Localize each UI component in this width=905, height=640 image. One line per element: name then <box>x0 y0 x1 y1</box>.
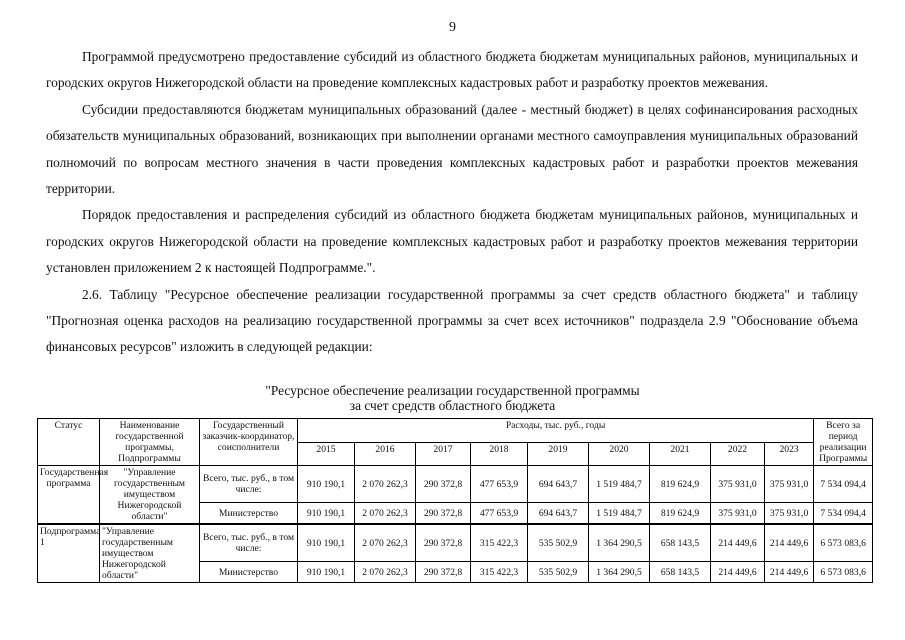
paragraph-2: Субсидии предоставляются бюджетам муниципальных образований (далее - местный бюджет) в целях софинансирования расходных обязательств муниципальных образований, возникающих при выполнении органами местного самоуправления муниципальных образований полномочий по вопросам местного значения в части проведения комплексных кадастровых работ и разработки проектов межевания территории. <box>46 101 858 197</box>
row-total: 6 573 083,6 <box>814 524 873 562</box>
table-cell: 214 449,6 <box>765 562 814 583</box>
table-cell: 819 624,9 <box>650 503 711 524</box>
header-row <box>38 419 873 443</box>
paragraph-4: 2.6. Таблицу "Ресурсное обеспечение реализации государственной программы за счет средств областного бюджета" и таблицу "Прогнозная оценка расходов на реализацию государственной программы за счет всех источников" подраздела 2.9 "Обоснование объема финансовых ресурсов" изложить в следующей редакции: <box>46 286 858 355</box>
header-year: 2015 <box>298 442 355 466</box>
table-cell: 658 143,5 <box>650 524 711 562</box>
row-total: 7 534 094,4 <box>814 466 873 503</box>
header-year: 2019 <box>528 442 589 466</box>
header-customer: Государственный заказчик-координатор, соисполнители <box>200 419 298 466</box>
table-cell: 290 372,8 <box>416 562 471 583</box>
header-year: 2023 <box>765 442 814 466</box>
table-cell: 2 070 262,3 <box>355 524 416 562</box>
header-year: 2017 <box>416 442 471 466</box>
table-title-line-2: за счет средств областного бюджета <box>349 398 556 413</box>
table-cell: 214 449,6 <box>711 524 765 562</box>
header-year: 2016 <box>355 442 416 466</box>
table-row <box>38 524 873 562</box>
table-cell: 1 519 484,7 <box>589 466 650 503</box>
table-cell: 315 422,3 <box>471 562 528 583</box>
paragraph-3: Порядок предоставления и распределения субсидий из областного бюджета бюджетам муниципальных районов, муниципальных и городских округов Нижегородской области на проведение комплексных кадастровых работ и разработку проектов межевания территории установлен приложением 2 к настоящей Подпрограмме.". <box>46 207 858 276</box>
row-program-name: "Управление государственным имуществом Нижегородской области" <box>100 524 200 583</box>
row-status: Государственная программа <box>38 466 100 525</box>
row-label: Всего, тыс. руб., в том числе: <box>200 524 298 562</box>
body-text <box>46 44 858 361</box>
header-status: Статус <box>38 419 100 466</box>
table-cell: 2 070 262,3 <box>355 466 416 503</box>
table-cell: 910 190,1 <box>298 466 355 503</box>
row-label: Всего, тыс. руб., в том числе: <box>200 466 298 503</box>
table-cell: 910 190,1 <box>298 562 355 583</box>
table-cell: 694 643,7 <box>528 503 589 524</box>
row-status: Подпрограмма 1 <box>38 524 100 583</box>
table-cell: 694 643,7 <box>528 466 589 503</box>
resource-table <box>37 418 873 583</box>
row-total: 6 573 083,6 <box>814 562 873 583</box>
row-total: 7 534 094,4 <box>814 503 873 524</box>
table-cell: 2 070 262,3 <box>355 503 416 524</box>
row-label: Министерство <box>200 562 298 583</box>
header-expenses: Расходы, тыс. руб., годы <box>298 419 814 443</box>
table-cell: 290 372,8 <box>416 524 471 562</box>
table-cell: 658 143,5 <box>650 562 711 583</box>
header-year: 2020 <box>589 442 650 466</box>
row-label: Министерство <box>200 503 298 524</box>
table-cell: 535 502,9 <box>528 524 589 562</box>
table-cell: 1 364 290,5 <box>589 562 650 583</box>
page-number: 9 <box>449 20 456 35</box>
table-cell: 1 364 290,5 <box>589 524 650 562</box>
table-cell: 1 519 484,7 <box>589 503 650 524</box>
table-cell: 535 502,9 <box>528 562 589 583</box>
table-cell: 477 653,9 <box>471 466 528 503</box>
table-cell: 819 624,9 <box>650 466 711 503</box>
table-cell: 214 449,6 <box>765 524 814 562</box>
table-cell: 2 070 262,3 <box>355 562 416 583</box>
row-program-name: "Управление государственным имуществом Нижегородской области" <box>100 466 200 525</box>
table-cell: 214 449,6 <box>711 562 765 583</box>
header-total: Всего за период реализации Программы <box>814 419 873 466</box>
table-cell: 910 190,1 <box>298 524 355 562</box>
table-cell: 290 372,8 <box>416 466 471 503</box>
table-cell: 910 190,1 <box>298 503 355 524</box>
table-cell: 375 931,0 <box>711 466 765 503</box>
header-year: 2022 <box>711 442 765 466</box>
table-cell: 477 653,9 <box>471 503 528 524</box>
header-year: 2021 <box>650 442 711 466</box>
table-cell: 375 931,0 <box>711 503 765 524</box>
table-cell: 375 931,0 <box>765 503 814 524</box>
table-cell: 290 372,8 <box>416 503 471 524</box>
table-title <box>0 383 905 413</box>
header-name: Наименование государственной программы, Подпрограммы <box>100 419 200 466</box>
table-row <box>38 466 873 503</box>
header-year: 2018 <box>471 442 528 466</box>
paragraph-1: Программой предусмотрено предоставление субсидий из областного бюджета бюджетам муниципальных районов, муниципальных и городских округов Нижегородской области на проведение комплексных кадастровых работ и разработку проектов межевания. <box>46 49 858 91</box>
table-title-line-1: "Ресурсное обеспечение реализации государственной программы <box>265 383 640 398</box>
table-cell: 375 931,0 <box>765 466 814 503</box>
table-cell: 315 422,3 <box>471 524 528 562</box>
